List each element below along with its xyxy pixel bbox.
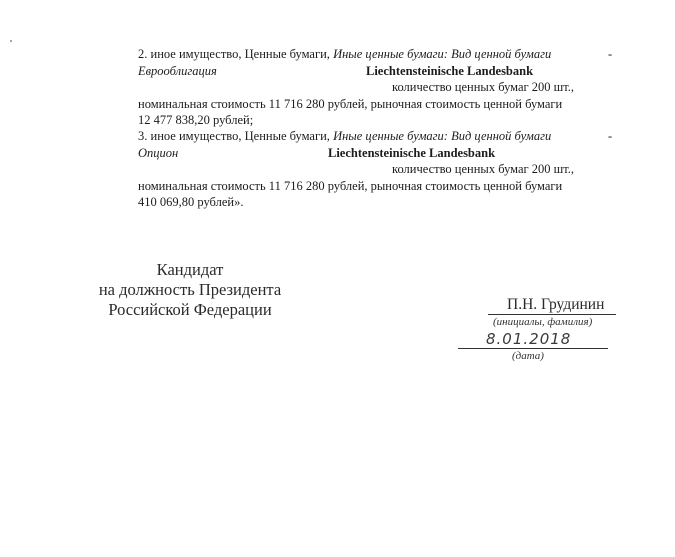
item3-nominal: номинальная стоимость 11 716 280 рублей, рыночная стоимость ценной бумаги	[138, 179, 563, 193]
signature-date-caption: (дата)	[512, 350, 544, 362]
item2-market: 12 477 838,20 рублей;	[138, 113, 254, 127]
signer-role-line3: Российской Федерации	[108, 300, 272, 319]
signer-name: П.Н. Грудинин	[507, 296, 605, 313]
signer-role-line2: на должность Президента	[98, 280, 282, 299]
signature-date-underline	[458, 348, 608, 349]
signer-name-underline	[488, 314, 616, 315]
item2-category: Иные ценные бумаги: Вид ценной бумаги	[333, 47, 552, 61]
scan-speck	[10, 40, 12, 42]
item3-prefix: 3. иное имущество, Ценные бумаги,	[138, 129, 334, 143]
signature-date: 8.01.2018	[486, 330, 572, 348]
item3-quantity: количество ценных бумаг 200 шт.,	[392, 162, 575, 176]
item2-line1	[138, 47, 551, 61]
item2-nominal: номинальная стоимость 11 716 280 рублей, рыночная стоимость ценной бумаги	[138, 97, 563, 111]
item2-prefix: 2. иное имущество, Ценные бумаги,	[138, 47, 334, 61]
item2-quantity: количество ценных бумаг 200 шт.,	[392, 80, 575, 94]
item3-dash: -	[608, 129, 613, 143]
item2-type: Еврооблигация	[138, 64, 217, 78]
item3-issuer: Liechtensteinische Landesbank	[328, 146, 496, 160]
item3-category: Иные ценные бумаги: Вид ценной бумаги	[333, 129, 552, 143]
item2-issuer: Liechtensteinische Landesbank	[366, 64, 534, 78]
signer-name-caption: (инициалы, фамилия)	[493, 316, 593, 328]
signer-role-line1: Кандидат	[156, 260, 224, 279]
item2-dash: -	[608, 47, 613, 61]
item3-line1	[138, 129, 551, 143]
item3-market: 410 069,80 рублей».	[138, 195, 244, 209]
item3-type: Опцион	[138, 146, 179, 160]
signer-role	[90, 260, 290, 320]
